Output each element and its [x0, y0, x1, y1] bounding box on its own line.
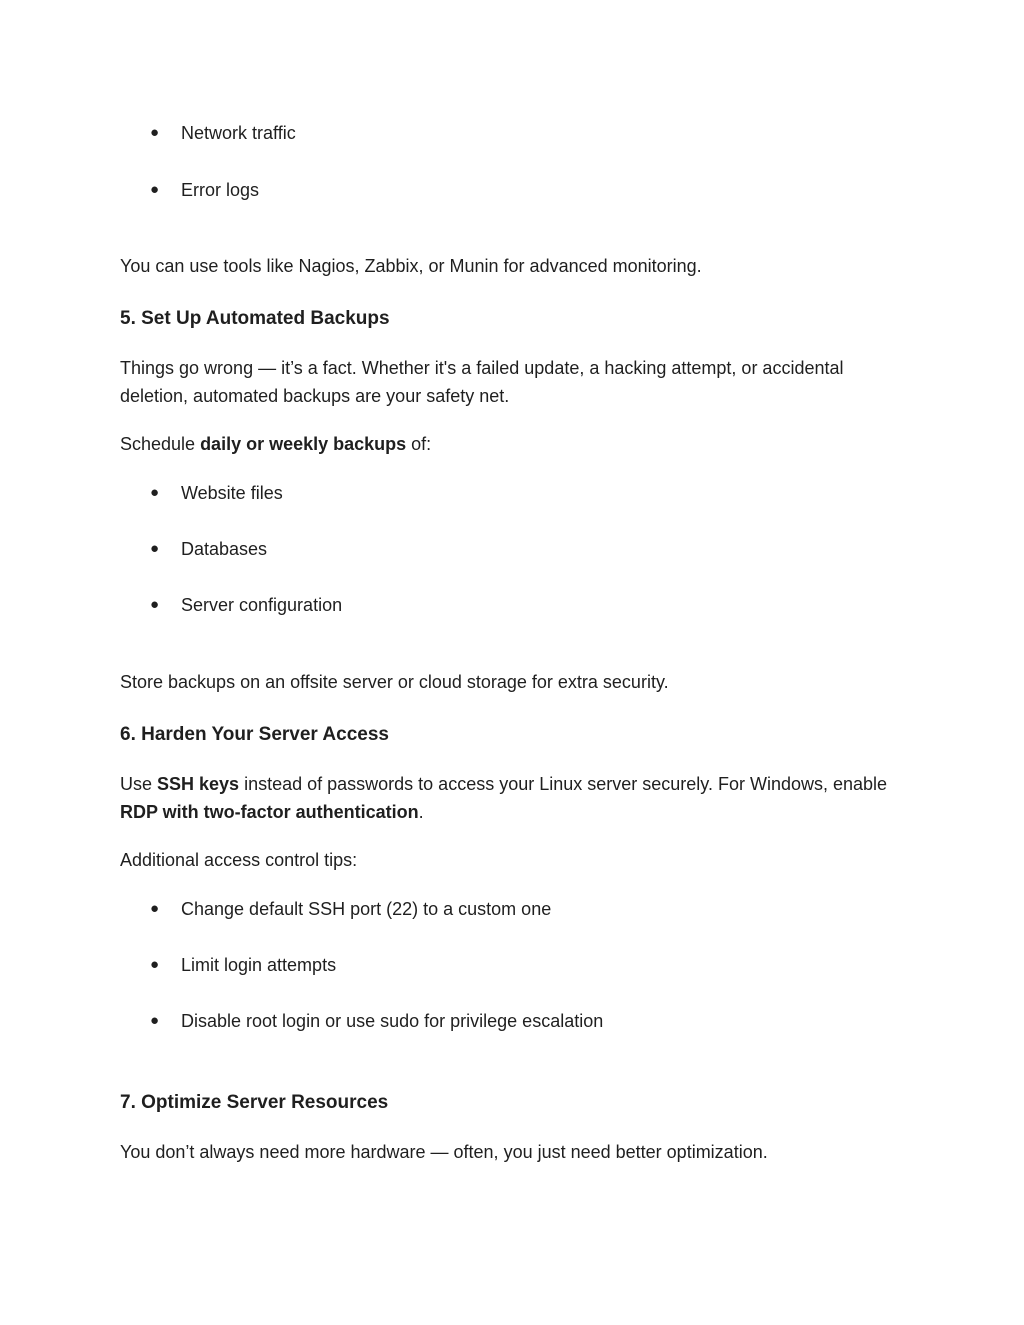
ssh-prefix: Use	[120, 774, 158, 794]
ssh-emphasis: SSH keys	[157, 774, 240, 794]
paragraph-ssh-line2	[120, 798, 424, 826]
schedule-suffix: of:	[406, 434, 432, 454]
bullet-icon: ●	[150, 596, 160, 613]
paragraph-backups-line2: deletion, automated backups are your safety net.	[120, 386, 510, 406]
bullet-icon: ●	[150, 124, 160, 141]
section-heading-backups: 5. Set Up Automated Backups	[120, 308, 390, 329]
section-heading-access: 6. Harden Your Server Access	[120, 724, 389, 745]
section-heading-optimize: 7. Optimize Server Resources	[120, 1092, 389, 1113]
paragraph-backups-line1: Things go wrong — it’s a fact. Whether it's a failed update, a hacking attempt, or accidental	[120, 358, 844, 378]
bullet-icon: ●	[150, 181, 160, 198]
ssh-suffix: instead of passwords to access your Linux server securely. For Windows, enable	[239, 774, 888, 794]
rdp-suffix: .	[418, 802, 424, 822]
schedule-sentence	[120, 430, 431, 458]
schedule-emphasis: daily or weekly backups	[200, 434, 407, 454]
bullet-icon: ●	[150, 900, 160, 917]
paragraph-tools: You can use tools like Nagios, Zabbix, or Munin for advanced monitoring.	[120, 256, 702, 276]
paragraph-optimize: You don’t always need more hardware — often, you just need better optimization.	[120, 1142, 768, 1162]
tips-label: Additional access control tips:	[120, 850, 358, 870]
list-item: Network traffic	[181, 123, 296, 143]
list-item: Disable root login or use sudo for privilege escalation	[181, 1011, 604, 1031]
list-item: Databases	[181, 539, 268, 559]
bullet-icon: ●	[150, 484, 160, 501]
list-item: Change default SSH port (22) to a custom one	[181, 899, 552, 919]
schedule-prefix: Schedule	[120, 434, 201, 454]
bullet-icon: ●	[150, 540, 160, 557]
list-item: Server configuration	[181, 595, 343, 615]
rdp-emphasis: RDP with two-factor authentication	[120, 802, 419, 822]
list-item: Limit login attempts	[181, 955, 337, 975]
list-item: Error logs	[181, 180, 260, 200]
paragraph-ssh-line1	[120, 770, 887, 798]
paragraph-store-backups: Store backups on an offsite server or cloud storage for extra security.	[120, 672, 669, 692]
bullet-icon: ●	[150, 1012, 160, 1029]
bullet-icon: ●	[150, 956, 160, 973]
list-item: Website files	[181, 483, 283, 503]
